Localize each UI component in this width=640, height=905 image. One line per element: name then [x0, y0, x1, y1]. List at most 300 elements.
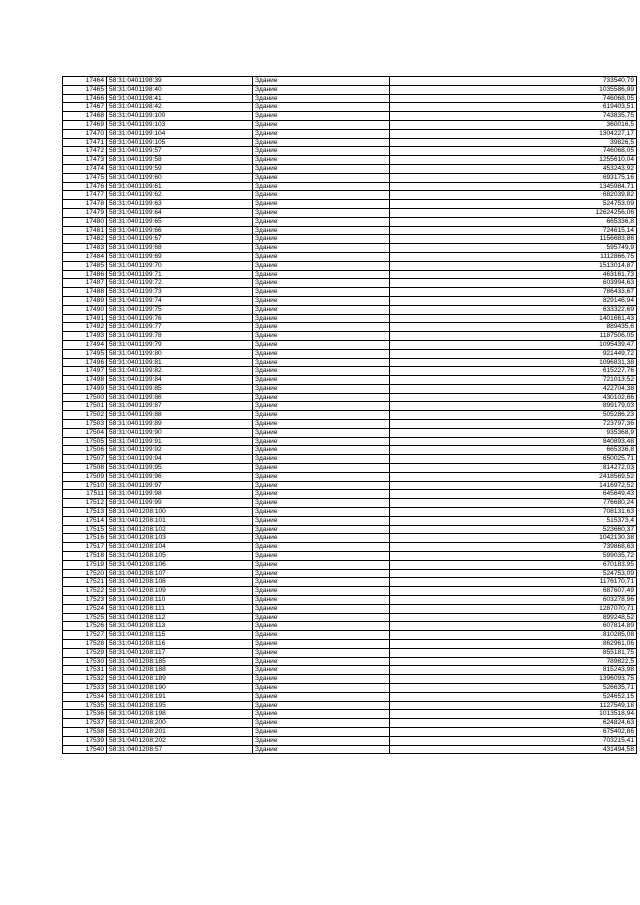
object-type-cell: Здание: [253, 446, 390, 455]
row-number-cell: 17508: [63, 464, 107, 473]
row-number-cell: 17471: [63, 138, 107, 147]
cadastral-number-cell: 58:31:0401208:191: [107, 692, 253, 701]
cadastral-value-cell: 624824,63: [390, 719, 637, 728]
object-type-cell: Здание: [253, 120, 390, 129]
cadastral-value-cell: 1416972,52: [390, 481, 637, 490]
row-number-cell: 17495: [63, 349, 107, 358]
table-row: [63, 508, 637, 517]
object-type-cell: Здание: [253, 455, 390, 464]
table-row: [63, 543, 637, 552]
table-row: [63, 332, 637, 341]
cadastral-value-cell: 921449,72: [390, 349, 637, 358]
table-row: [63, 296, 637, 305]
cadastral-number-cell: 58:31:0401208:117: [107, 648, 253, 657]
row-number-cell: 17534: [63, 692, 107, 701]
cadastral-value-cell: 1035586,99: [390, 85, 637, 94]
object-type-cell: Здание: [253, 402, 390, 411]
table-row: [63, 490, 637, 499]
cadastral-value-cell: 524652,15: [390, 692, 637, 701]
table-row: [63, 156, 637, 165]
row-number-cell: 17531: [63, 666, 107, 675]
cadastral-value-cell: 723797,36: [390, 420, 637, 429]
cadastral-value-cell: 670183,95: [390, 560, 637, 569]
cadastral-value-cell: 1112866,75: [390, 252, 637, 261]
cadastral-number-cell: 58:31:0401199:72: [107, 279, 253, 288]
object-type-cell: Здание: [253, 613, 390, 622]
table-row: [63, 112, 637, 121]
table-row: [63, 472, 637, 481]
table-row: [63, 622, 637, 631]
table-row: [63, 569, 637, 578]
object-type-cell: Здание: [253, 182, 390, 191]
cadastral-number-cell: 58:31:0401199:68: [107, 244, 253, 253]
cadastral-value-cell: 862961,06: [390, 640, 637, 649]
table-row: [63, 455, 637, 464]
table-row: [63, 525, 637, 534]
cadastral-number-cell: 58:31:0401208:101: [107, 516, 253, 525]
table-row: [63, 587, 637, 596]
cadastral-value-cell: 515373,4: [390, 516, 637, 525]
object-type-cell: Здание: [253, 138, 390, 147]
object-type-cell: Здание: [253, 208, 390, 217]
cadastral-number-cell: 58:31:0401199:84: [107, 376, 253, 385]
object-type-cell: Здание: [253, 252, 390, 261]
table-row: [63, 578, 637, 587]
cadastral-number-cell: 58:31:0401199:92: [107, 446, 253, 455]
object-type-cell: Здание: [253, 358, 390, 367]
object-type-cell: Здание: [253, 428, 390, 437]
table-row: [63, 411, 637, 420]
row-number-cell: 17533: [63, 683, 107, 692]
cadastral-number-cell: 58:31:0401198:39: [107, 77, 253, 86]
table-row: [63, 85, 637, 94]
table-row: [63, 683, 637, 692]
row-number-cell: 17483: [63, 244, 107, 253]
cadastral-number-cell: 58:31:0401199:82: [107, 367, 253, 376]
cadastral-number-cell: 58:31:0401199:87: [107, 402, 253, 411]
row-number-cell: 17490: [63, 305, 107, 314]
cadastral-value-cell: 899179,03: [390, 402, 637, 411]
table-row: [63, 367, 637, 376]
row-number-cell: 17472: [63, 147, 107, 156]
cadastral-number-cell: 58:31:0401199:59: [107, 164, 253, 173]
cadastral-value-cell: 693175,16: [390, 173, 637, 182]
row-number-cell: 17532: [63, 675, 107, 684]
row-number-cell: 17492: [63, 323, 107, 332]
cadastral-number-cell: 58:31:0401208:201: [107, 727, 253, 736]
row-number-cell: 17538: [63, 727, 107, 736]
cadastral-value-cell: 619403,51: [390, 103, 637, 112]
row-number-cell: 17523: [63, 596, 107, 605]
cadastral-number-cell: 58:31:0401199:103: [107, 120, 253, 129]
table-row: [63, 648, 637, 657]
table-row: [63, 226, 637, 235]
cadastral-number-cell: 58:31:0401199:91: [107, 437, 253, 446]
property-table-body: [63, 77, 637, 754]
row-number-cell: 17486: [63, 270, 107, 279]
object-type-cell: Здание: [253, 736, 390, 745]
object-type-cell: Здание: [253, 464, 390, 473]
cadastral-number-cell: 58:31:0401198:41: [107, 94, 253, 103]
table-row: [63, 235, 637, 244]
cadastral-number-cell: 58:31:0401208:105: [107, 552, 253, 561]
cadastral-value-cell: 431494,58: [390, 745, 637, 754]
object-type-cell: Здание: [253, 305, 390, 314]
row-number-cell: 17480: [63, 217, 107, 226]
table-row: [63, 393, 637, 402]
row-number-cell: 17514: [63, 516, 107, 525]
table-row: [63, 164, 637, 173]
object-type-cell: Здание: [253, 270, 390, 279]
row-number-cell: 17526: [63, 622, 107, 631]
cadastral-number-cell: 58:31:0401208:103: [107, 534, 253, 543]
object-type-cell: Здание: [253, 516, 390, 525]
cadastral-value-cell: 1304227,17: [390, 129, 637, 138]
cadastral-value-cell: 746068,05: [390, 147, 637, 156]
object-type-cell: Здание: [253, 261, 390, 270]
object-type-cell: Здание: [253, 499, 390, 508]
cadastral-number-cell: 58:31:0401199:88: [107, 411, 253, 420]
row-number-cell: 17479: [63, 208, 107, 217]
object-type-cell: Здание: [253, 648, 390, 657]
row-number-cell: 17467: [63, 103, 107, 112]
table-row: [63, 138, 637, 147]
table-row: [63, 279, 637, 288]
object-type-cell: Здание: [253, 508, 390, 517]
table-row: [63, 613, 637, 622]
table-row: [63, 552, 637, 561]
row-number-cell: 17512: [63, 499, 107, 508]
row-number-cell: 17515: [63, 525, 107, 534]
cadastral-value-cell: 1513014,87: [390, 261, 637, 270]
cadastral-number-cell: 58:31:0401199:62: [107, 191, 253, 200]
cadastral-value-cell: 1127549,18: [390, 701, 637, 710]
row-number-cell: 17464: [63, 77, 107, 86]
cadastral-number-cell: 58:31:0401199:75: [107, 305, 253, 314]
object-type-cell: Здание: [253, 710, 390, 719]
table-row: [63, 701, 637, 710]
cadastral-value-cell: 810285,08: [390, 631, 637, 640]
cadastral-value-cell: 1156683,86: [390, 235, 637, 244]
row-number-cell: 17497: [63, 367, 107, 376]
object-type-cell: Здание: [253, 191, 390, 200]
table-row: [63, 384, 637, 393]
cadastral-value-cell: 889435,6: [390, 323, 637, 332]
row-number-cell: 17529: [63, 648, 107, 657]
object-type-cell: Здание: [253, 226, 390, 235]
cadastral-value-cell: 1096831,38: [390, 358, 637, 367]
cadastral-number-cell: 58:31:0401208:115: [107, 631, 253, 640]
cadastral-value-cell: 1187506,05: [390, 332, 637, 341]
cadastral-value-cell: 360016,5: [390, 120, 637, 129]
object-type-cell: Здание: [253, 437, 390, 446]
cadastral-value-cell: 615227,76: [390, 367, 637, 376]
cadastral-number-cell: 58:31:0401199:90: [107, 428, 253, 437]
cadastral-number-cell: 58:31:0401208:189: [107, 675, 253, 684]
table-row: [63, 314, 637, 323]
object-type-cell: Здание: [253, 164, 390, 173]
row-number-cell: 17527: [63, 631, 107, 640]
row-number-cell: 17516: [63, 534, 107, 543]
cadastral-number-cell: 58:31:0401199:97: [107, 481, 253, 490]
cadastral-number-cell: 58:31:0401199:99: [107, 499, 253, 508]
object-type-cell: Здание: [253, 384, 390, 393]
cadastral-value-cell: 526635,71: [390, 683, 637, 692]
cadastral-number-cell: 58:31:0401199:60: [107, 173, 253, 182]
cadastral-number-cell: 58:31:0401199:98: [107, 490, 253, 499]
table-row: [63, 596, 637, 605]
row-number-cell: 17473: [63, 156, 107, 165]
cadastral-value-cell: 665336,8: [390, 217, 637, 226]
table-row: [63, 420, 637, 429]
table-row: [63, 481, 637, 490]
cadastral-value-cell: 815243,98: [390, 666, 637, 675]
object-type-cell: Здание: [253, 490, 390, 499]
row-number-cell: 17491: [63, 314, 107, 323]
cadastral-value-cell: 430102,66: [390, 393, 637, 402]
cadastral-value-cell: 650025,71: [390, 455, 637, 464]
table-row: [63, 534, 637, 543]
cadastral-value-cell: 599035,72: [390, 552, 637, 561]
row-number-cell: 17484: [63, 252, 107, 261]
row-number-cell: 17494: [63, 340, 107, 349]
cadastral-number-cell: 58:31:0401199:57: [107, 147, 253, 156]
table-row: [63, 402, 637, 411]
object-type-cell: Здание: [253, 85, 390, 94]
cadastral-value-cell: 524753,09: [390, 569, 637, 578]
object-type-cell: Здание: [253, 552, 390, 561]
cadastral-value-cell: 935368,9: [390, 428, 637, 437]
object-type-cell: Здание: [253, 525, 390, 534]
object-type-cell: Здание: [253, 77, 390, 86]
row-number-cell: 17506: [63, 446, 107, 455]
row-number-cell: 17537: [63, 719, 107, 728]
row-number-cell: 17540: [63, 745, 107, 754]
cadastral-value-cell: 687607,49: [390, 587, 637, 596]
cadastral-number-cell: 58:31:0401199:96: [107, 472, 253, 481]
row-number-cell: 17536: [63, 710, 107, 719]
cadastral-value-cell: 1013518,94: [390, 710, 637, 719]
cadastral-number-cell: 58:31:0401199:76: [107, 314, 253, 323]
row-number-cell: 17510: [63, 481, 107, 490]
cadastral-number-cell: 58:31:0401208:108: [107, 578, 253, 587]
cadastral-value-cell: 840893,48: [390, 437, 637, 446]
cadastral-number-cell: 58:31:0401208:109: [107, 587, 253, 596]
cadastral-number-cell: 58:31:0401208:113: [107, 622, 253, 631]
object-type-cell: Здание: [253, 323, 390, 332]
cadastral-number-cell: 58:31:0401199:73: [107, 288, 253, 297]
table-row: [63, 270, 637, 279]
cadastral-number-cell: 58:31:0401208:57: [107, 745, 253, 754]
row-number-cell: 17501: [63, 402, 107, 411]
row-number-cell: 17468: [63, 112, 107, 121]
object-type-cell: Здание: [253, 411, 390, 420]
row-number-cell: 17507: [63, 455, 107, 464]
row-number-cell: 17518: [63, 552, 107, 561]
cadastral-number-cell: 58:31:0401199:79: [107, 340, 253, 349]
cadastral-value-cell: 1345984,71: [390, 182, 637, 191]
table-row: [63, 437, 637, 446]
table-row: [63, 657, 637, 666]
table-row: [63, 666, 637, 675]
cadastral-number-cell: 58:31:0401199:94: [107, 455, 253, 464]
table-row: [63, 446, 637, 455]
cadastral-value-cell: 675402,86: [390, 727, 637, 736]
cadastral-number-cell: 58:31:0401199:85: [107, 384, 253, 393]
cadastral-value-cell: 829146,94: [390, 296, 637, 305]
cadastral-value-cell: 724615,14: [390, 226, 637, 235]
cadastral-number-cell: 58:31:0401199:86: [107, 393, 253, 402]
table-row: [63, 173, 637, 182]
object-type-cell: Здание: [253, 472, 390, 481]
table-row: [63, 349, 637, 358]
row-number-cell: 17505: [63, 437, 107, 446]
cadastral-number-cell: 58:31:0401208:100: [107, 508, 253, 517]
object-type-cell: Здание: [253, 727, 390, 736]
table-row: [63, 103, 637, 112]
cadastral-value-cell: 603994,63: [390, 279, 637, 288]
object-type-cell: Здание: [253, 147, 390, 156]
table-row: [63, 560, 637, 569]
cadastral-number-cell: 58:31:0401208:190: [107, 683, 253, 692]
object-type-cell: Здание: [253, 200, 390, 209]
cadastral-value-cell: 708131,63: [390, 508, 637, 517]
row-number-cell: 17521: [63, 578, 107, 587]
cadastral-number-cell: 58:31:0401208:198: [107, 710, 253, 719]
table-row: [63, 640, 637, 649]
object-type-cell: Здание: [253, 94, 390, 103]
table-row: [63, 120, 637, 129]
row-number-cell: 17478: [63, 200, 107, 209]
table-row: [63, 77, 637, 86]
cadastral-number-cell: 58:31:0401198:42: [107, 103, 253, 112]
object-type-cell: Здание: [253, 631, 390, 640]
row-number-cell: 17522: [63, 587, 107, 596]
cadastral-number-cell: 58:31:0401208:106: [107, 560, 253, 569]
cadastral-value-cell: 665336,8: [390, 446, 637, 455]
row-number-cell: 17530: [63, 657, 107, 666]
cadastral-number-cell: 58:31:0401199:67: [107, 235, 253, 244]
row-number-cell: 17502: [63, 411, 107, 420]
row-number-cell: 17509: [63, 472, 107, 481]
cadastral-number-cell: 58:31:0401208:104: [107, 543, 253, 552]
row-number-cell: 17469: [63, 120, 107, 129]
cadastral-value-cell: 1401661,43: [390, 314, 637, 323]
object-type-cell: Здание: [253, 675, 390, 684]
table-row: [63, 692, 637, 701]
cadastral-number-cell: 58:31:0401199:78: [107, 332, 253, 341]
row-number-cell: 17511: [63, 490, 107, 499]
row-number-cell: 17535: [63, 701, 107, 710]
cadastral-number-cell: 58:31:0401199:81: [107, 358, 253, 367]
table-row: [63, 736, 637, 745]
cadastral-value-cell: 814272,03: [390, 464, 637, 473]
cadastral-number-cell: 58:31:0401208:195: [107, 701, 253, 710]
cadastral-value-cell: 645649,43: [390, 490, 637, 499]
cadastral-value-cell: 595749,9: [390, 244, 637, 253]
object-type-cell: Здание: [253, 314, 390, 323]
table-row: [63, 288, 637, 297]
object-type-cell: Здание: [253, 296, 390, 305]
object-type-cell: Здание: [253, 393, 390, 402]
object-type-cell: Здание: [253, 666, 390, 675]
table-row: [63, 516, 637, 525]
cadastral-value-cell: 743835,75: [390, 112, 637, 121]
object-type-cell: Здание: [253, 604, 390, 613]
table-row: [63, 727, 637, 736]
row-number-cell: 17528: [63, 640, 107, 649]
cadastral-number-cell: 58:31:0401199:58: [107, 156, 253, 165]
cadastral-value-cell: 786433,67: [390, 288, 637, 297]
row-number-cell: 17524: [63, 604, 107, 613]
cadastral-value-cell: 899248,52: [390, 613, 637, 622]
table-row: [63, 217, 637, 226]
object-type-cell: Здание: [253, 173, 390, 182]
table-row: [63, 499, 637, 508]
object-type-cell: Здание: [253, 332, 390, 341]
table-row: [63, 182, 637, 191]
row-number-cell: 17504: [63, 428, 107, 437]
cadastral-value-cell: 1095439,47: [390, 340, 637, 349]
object-type-cell: Здание: [253, 217, 390, 226]
table-row: [63, 129, 637, 138]
cadastral-number-cell: 58:31:0401208:116: [107, 640, 253, 649]
row-number-cell: 17496: [63, 358, 107, 367]
cadastral-value-cell: 12624256,06: [390, 208, 637, 217]
row-number-cell: 17475: [63, 173, 107, 182]
cadastral-value-cell: 746068,05: [390, 94, 637, 103]
cadastral-value-cell: 1176170,71: [390, 578, 637, 587]
cadastral-number-cell: 58:31:0401208:185: [107, 657, 253, 666]
cadastral-value-cell: 733540,79: [390, 77, 637, 86]
row-number-cell: 17485: [63, 261, 107, 270]
table-row: [63, 376, 637, 385]
object-type-cell: Здание: [253, 340, 390, 349]
object-type-cell: Здание: [253, 534, 390, 543]
object-type-cell: Здание: [253, 587, 390, 596]
row-number-cell: 17477: [63, 191, 107, 200]
cadastral-number-cell: 58:31:0401199:63: [107, 200, 253, 209]
table-row: [63, 358, 637, 367]
table-row: [63, 428, 637, 437]
cadastral-number-cell: 58:31:0401208:110: [107, 596, 253, 605]
cadastral-value-cell: 505286,23: [390, 411, 637, 420]
object-type-cell: Здание: [253, 349, 390, 358]
table-row: [63, 631, 637, 640]
cadastral-value-cell: 39826,5: [390, 138, 637, 147]
cadastral-value-cell: 789822,5: [390, 657, 637, 666]
cadastral-number-cell: 58:31:0401199:61: [107, 182, 253, 191]
cadastral-value-cell: 1396093,75: [390, 675, 637, 684]
row-number-cell: 17481: [63, 226, 107, 235]
cadastral-value-cell: 1042130,38: [390, 534, 637, 543]
object-type-cell: Здание: [253, 420, 390, 429]
cadastral-value-cell: 2418569,52: [390, 472, 637, 481]
object-type-cell: Здание: [253, 640, 390, 649]
cadastral-value-cell: 523660,37: [390, 525, 637, 534]
object-type-cell: Здание: [253, 719, 390, 728]
row-number-cell: 17493: [63, 332, 107, 341]
row-number-cell: 17470: [63, 129, 107, 138]
row-number-cell: 17517: [63, 543, 107, 552]
row-number-cell: 17488: [63, 288, 107, 297]
object-type-cell: Здание: [253, 112, 390, 121]
cadastral-number-cell: 58:31:0401208:102: [107, 525, 253, 534]
table-row: [63, 191, 637, 200]
cadastral-number-cell: 58:31:0401199:66: [107, 226, 253, 235]
row-number-cell: 17520: [63, 569, 107, 578]
cadastral-value-cell: 453243,92: [390, 164, 637, 173]
